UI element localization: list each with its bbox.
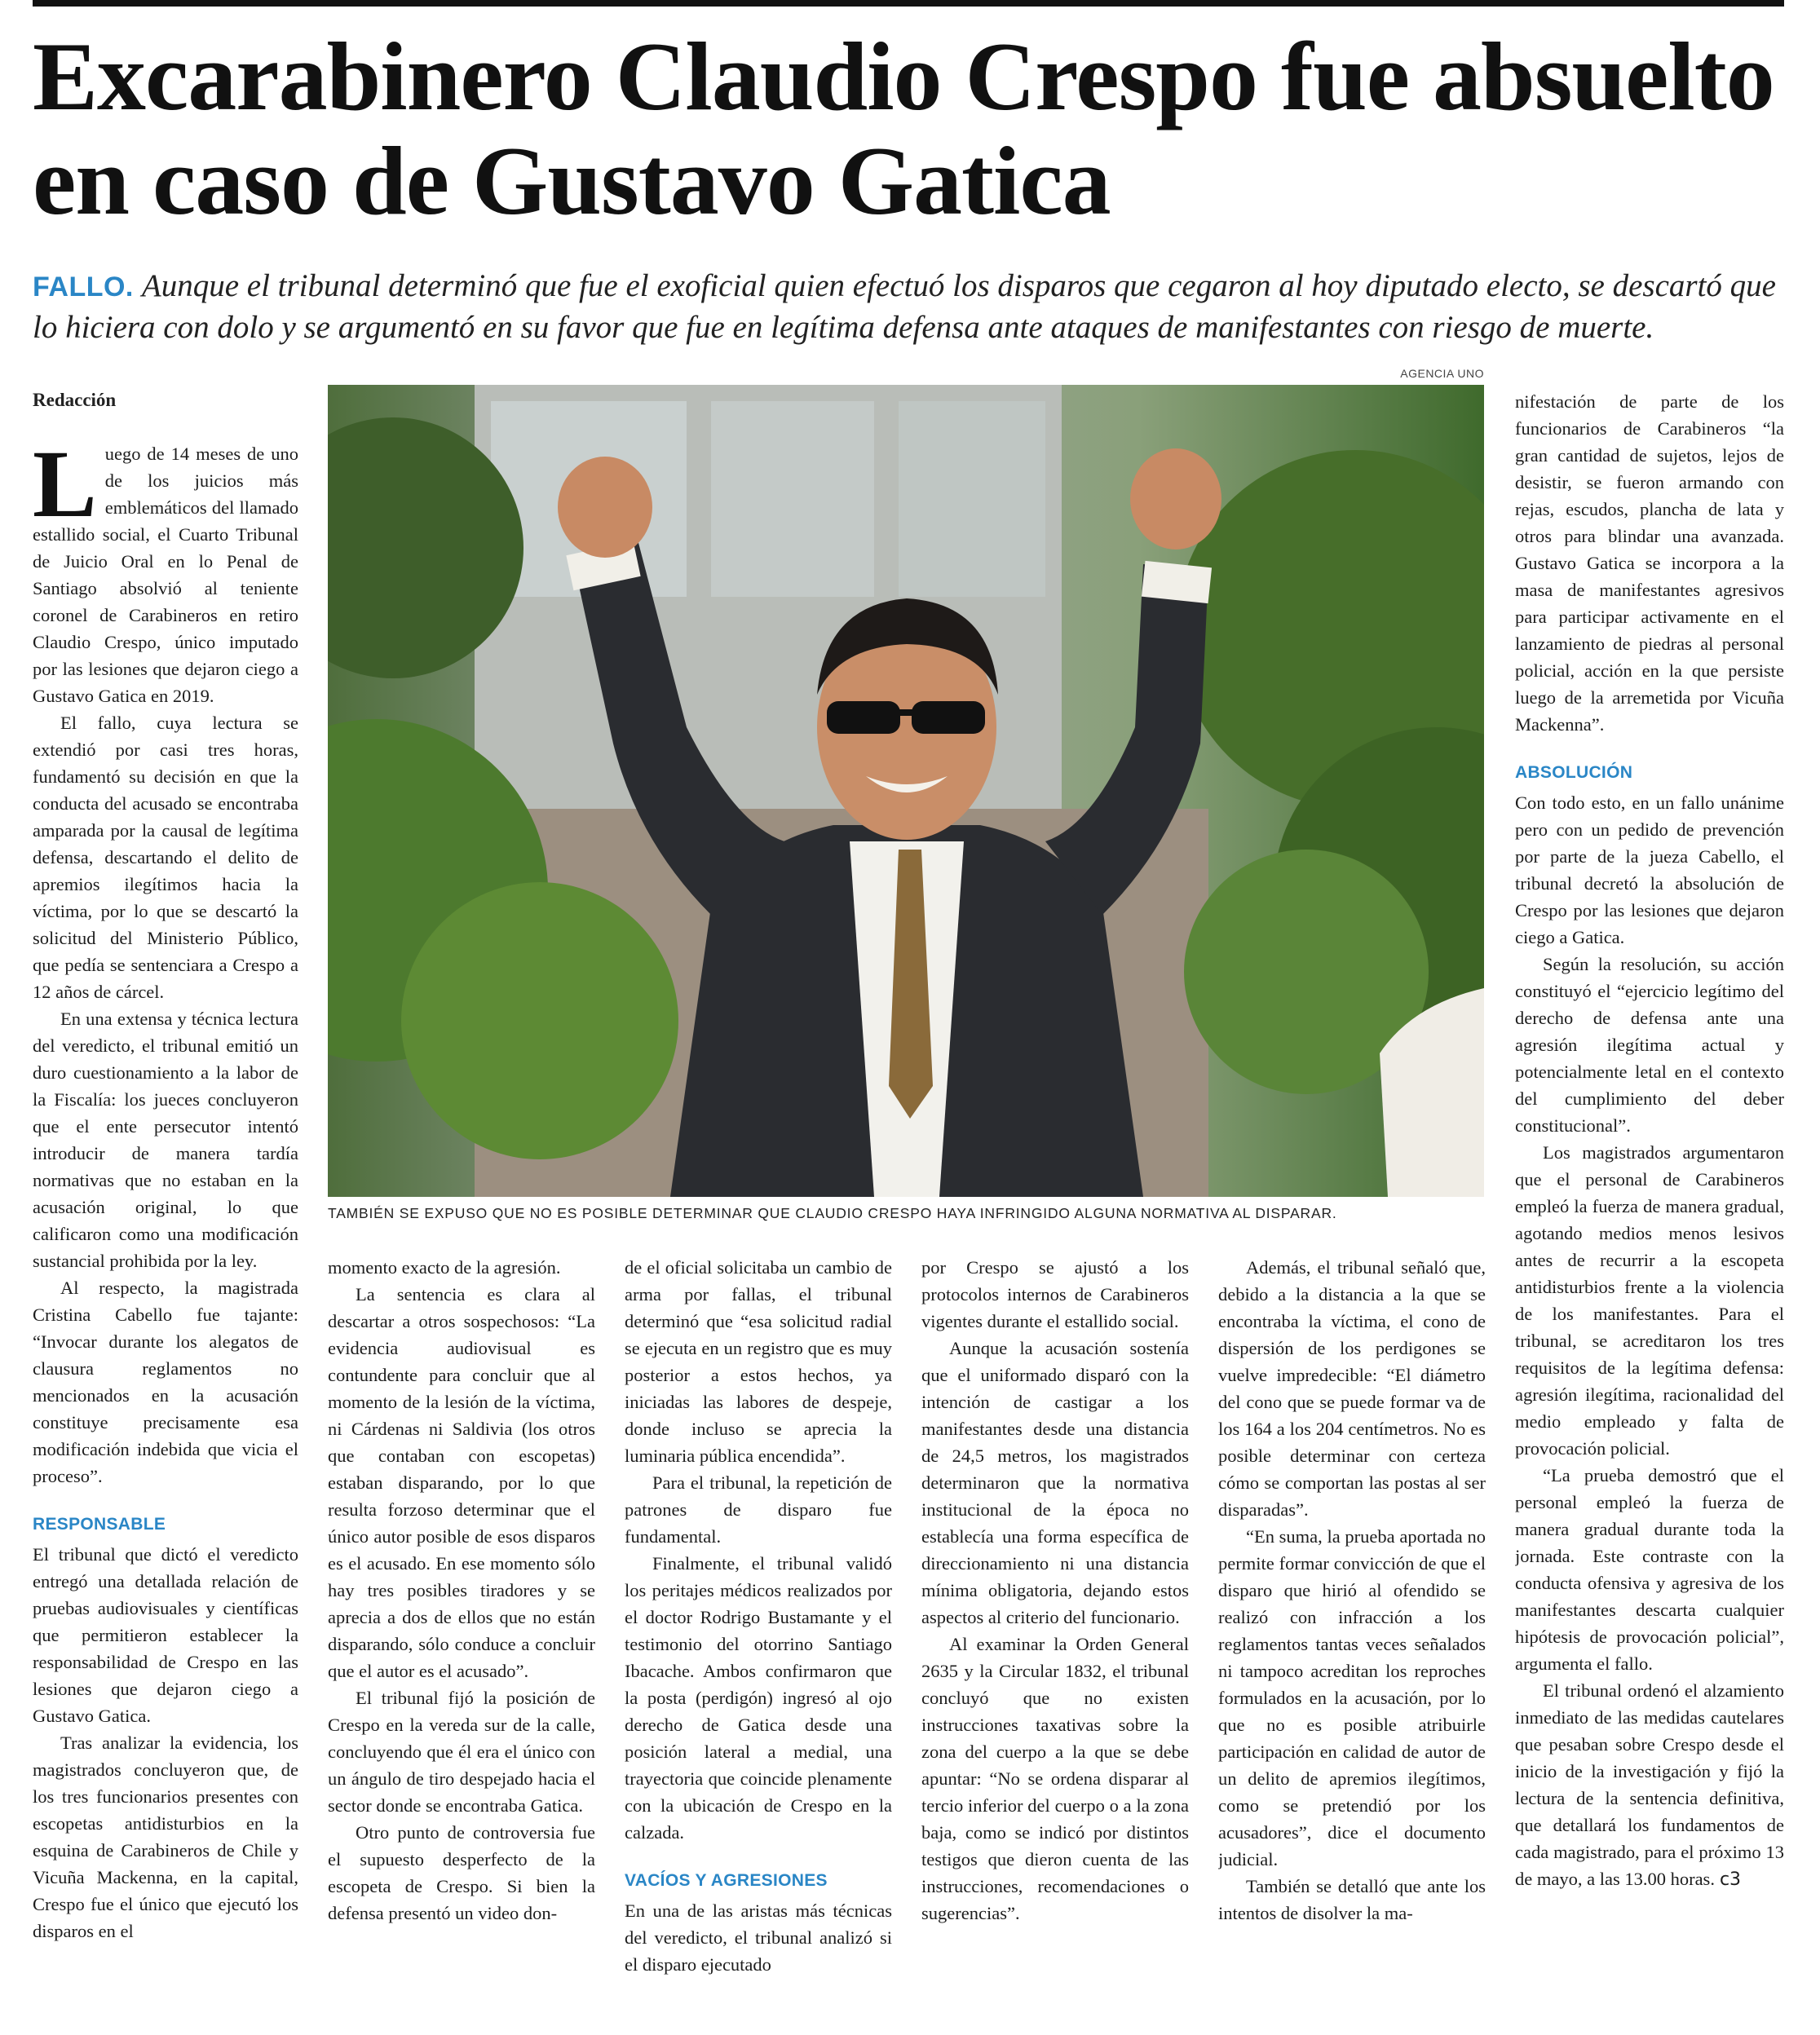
paragraph: nifestación de parte de los funcionarios de Carabineros “la gran cantidad de sujetos, lejos de desistir, se fueron armando con rejas, escudos, plancha de lata y otros para blindar una avanzada. Gustavo Gatica se incorpora a la masa de manifestantes agresivos para participar activamente en el lanzamiento de piedras al personal policial, acción en la que persiste luego de la arremetida por Vicuña Mackenna”. — [1515, 391, 1784, 735]
top-rule — [33, 0, 1784, 7]
paragraph: Con todo esto, en un fallo unánime pero con un pedido de prevención por parte de la jueza Cabello, el tribunal decretó la absolución de Crespo por las lesiones que dejaron ciego a Gatica. — [1515, 792, 1784, 947]
section-heading-absolucion: ABSOLUCIÓN — [1515, 763, 1633, 782]
deck-text: Aunque el tribunal determinó que fue el exoficial quien efectuó los disparos que cegaron al hoy diputado electo, se descartó que lo hiciera con dolo y se argumentó en su favor que fue en legítima defensa ante ataques de manifestantes con riesgo de muerte. — [33, 268, 1776, 345]
paragraph: Además, el tribunal señaló que, debido a la distancia a la que se encontraba la víctima, el cono de dispersión de los perdigones se vuelve impredecible: “El diámetro del cono que se puede formar va de los 164 a los 204 centímetros. No es posible determinar con certeza cómo se comportan las postas al ser disparadas”. — [1218, 1257, 1486, 1520]
paragraph: “En suma, la prueba aportada no permite formar convicción de que el disparo que hirió al ofendido se realizó con infracción a los reglamentos tantas veces señalados ni tampoco acreditan los reproches formulados en la acusación, por lo que no es posible atribuirle participación en calidad de autor de un delito de apremios ilegítimos, como se pretendió por los acusadores”, dice el documento judicial. — [1218, 1526, 1486, 1869]
paragraph: momento exacto de la agresión. — [328, 1257, 561, 1278]
paragraph: Luego de 14 meses de uno de los juicios más emblemáticos del llamado estallido social, el Cuarto Tribunal de Juicio Oral en lo Penal de Santiago absolvió al teniente coronel de Carabineros en retiro Claudio Crespo, único imputado por las lesiones que dejaron ciego a Gustavo Gatica en 2019. — [33, 440, 298, 706]
column-2 — [328, 1254, 595, 2014]
column-5 — [1218, 1254, 1486, 2014]
column-1 — [33, 440, 298, 2014]
paragraph: En una de las aristas más técnicas del veredicto, el tribunal analizó si el disparo ejecutado — [625, 1900, 892, 1975]
deck — [33, 266, 1786, 348]
drop-cap: L — [33, 440, 97, 537]
section-heading-responsable: RESPONSABLE — [33, 1515, 166, 1534]
headline: Excarabinero Claudio Crespo fue absuelto en caso de Gustavo Gatica — [33, 22, 1774, 235]
paragraph: de el oficial solicitaba un cambio de arma por fallas, el tribunal determinó que “esa solicitud radial se ejecuta en un registro que es muy posterior a estos hechos, ya iniciadas las labores de despeje, donde incluso se aprecia la luminaria pública encendida”. — [625, 1257, 892, 1466]
photo-illustration — [328, 385, 1484, 1197]
column-4 — [921, 1254, 1189, 2014]
section-heading-vacios-y-agresiones: VACÍOS Y AGRESIONES — [625, 1871, 828, 1890]
paragraph: La sentencia es clara al descartar a otros sospechosos: “La evidencia audiovisual es contundente para concluir que al momento de la lesión de la víctima, ni Cárdenas ni Saldivia (los otros que contaban con escopetas) estaban disparando, por lo que resulta forzoso determinar que el único autor posible de esos disparos es el acusado. En ese momento sólo hay tres posibles tiradores y se aprecia a dos de ellos que no están disparando, sólo conduce a concluir que el autor es el acusado”. — [328, 1284, 595, 1681]
paragraph: Para el tribunal, la repetición de patrones de disparo fue fundamental. — [625, 1472, 892, 1547]
paragraph: Al respecto, la magistrada Cristina Cabello fue tajante: “Invocar durante los alegatos de clausura reglamentos no mencionados en la acusación constituye precisamente esa modificación indebida que vicia el proceso”. — [33, 1278, 298, 1486]
article-photo — [328, 385, 1484, 1197]
paragraph: “La prueba demostró que el personal empleó la fuerza de manera gradual durante toda la jornada. Este contraste con la conducta ofensiva y agresiva de los manifestantes descarta cualquier hipótesis de provocación policial”, argumenta el fallo. — [1515, 1465, 1784, 1674]
deck-kicker: FALLO. — [33, 271, 134, 302]
paragraph: En una extensa y técnica lectura del veredicto, el tribunal emitió un duro cuestionamiento a la labor de la Fiscalía: los jueces concluyeron que el ente persecutor intentó introducir de manera tardía normativas que no estaban en la acusación original, lo que calificaron como una modificación sustancial prohibida por la ley. — [33, 1009, 298, 1271]
photo-credit: AGENCIA UNO — [1400, 367, 1484, 380]
paragraph: Otro punto de controversia fue el supuesto desperfecto de la escopeta de Crespo. Si bien la defensa presentó un video don- — [328, 1822, 595, 1923]
photo-caption: TAMBIÉN SE EXPUSO QUE NO ES POSIBLE DETERMINAR QUE CLAUDIO CRESPO HAYA INFRINGIDO ALGUNA NORMATIVA AL DISPARAR. — [328, 1205, 1337, 1221]
paragraph: Los magistrados argumentaron que el personal de Carabineros empleó la fuerza de manera gradual, agotando medios menos lesivos antes de recurrir a la escopeta antidisturbios frente a la violencia de los manifestantes. Para el tribunal, se acreditaron los tres requisitos de la legítima defensa: agresión ilegítima, racionalidad del medio empleado y falta de provocación policial. — [1515, 1142, 1784, 1459]
paragraph: El tribunal fijó la posición de Crespo en la vereda sur de la calle, concluyendo que él era el único con un ángulo de tiro despejado hacia el sector donde se encontraba Gatica. — [328, 1688, 595, 1816]
paragraph: Según la resolución, su acción constituyó el “ejercicio legítimo del derecho de defensa ante una agresión ilegítima actual y potencialmente letal en el contexto del cumplimiento del deber constitucional”. — [1515, 954, 1784, 1136]
byline: Redacción — [33, 390, 117, 410]
paragraph: Tras analizar la evidencia, los magistrados concluyeron que, de los tres funcionarios presentes con escopetas antidisturbios en la esquina de Carabineros de Chile y Vicuña Mackenna, en la capital, Crespo fue el único que ejecutó los disparos en el — [33, 1733, 298, 1941]
paragraph: Al examinar la Orden General 2635 y la Circular 1832, el tribunal concluyó que no existen instrucciones taxativas sobre la zona del cuerpo a la que se debe apuntar: “No se ordena disparar al tercio inferior del cuerpo o a la zona baja, como se indicó por distintos testigos que dieron cuenta de las instrucciones, recomendaciones o sugerencias”. — [921, 1634, 1189, 1923]
paragraph: Aunque la acusación sostenía que el uniformado disparó con la intención de castigar a los manifestantes desde una distancia de 24,5 metros, los magistrados determinaron que la normativa institucional de la época no establecía una forma específica de direccionamiento ni una distancia mínima obligatoria, dejando estos aspectos al criterio del funcionario. — [921, 1338, 1189, 1627]
column-6 — [1515, 388, 1784, 2014]
paragraph: El tribunal ordenó el alzamiento inmediato de las medidas cautelares que pesaban sobre Crespo desde el inicio de la investigación y fijó la lectura de la sentencia definitiva, que detallará los fundamentos de cada magistrado, para el próximo 13 de mayo, a las 13.00 horas. ᴄ3 — [1515, 1680, 1784, 1890]
paragraph: Finalmente, el tribunal validó los peritajes médicos realizados por el doctor Rodrigo Bustamante y el testimonio del otorrino Santiago Ibacache. Ambos confirmaron que la posta (perdigón) ingresó al ojo derecho de Gatica desde una posición lateral a medial, una trayectoria que coincide plenamente con la ubicación de Crespo en la calzada. — [625, 1553, 892, 1843]
end-mark: ᴄ3 — [1719, 1869, 1742, 1890]
column-3 — [625, 1254, 892, 2014]
paragraph: El tribunal que dictó el veredicto entregó una detallada relación de pruebas audiovisuales y científicas que permitieron establecer la responsabilidad de Crespo en las lesiones que dejaron ciego a Gustavo Gatica. — [33, 1544, 298, 1726]
paragraph: El fallo, cuya lectura se extendió por casi tres horas, fundamentó su decisión en que la conducta del acusado se encontraba amparada por la causal de legítima defensa, descartando el delito de apremios ilegítimos hacia la víctima, por lo que se descartó la solicitud del Ministerio Público, que pedía se sentenciara a Crespo a 12 años de cárcel. — [33, 713, 298, 1002]
paragraph: También se detalló que ante los intentos de disolver la ma- — [1218, 1876, 1486, 1923]
paragraph: por Crespo se ajustó a los protocolos internos de Carabineros vigentes durante el estallido social. — [921, 1257, 1189, 1331]
